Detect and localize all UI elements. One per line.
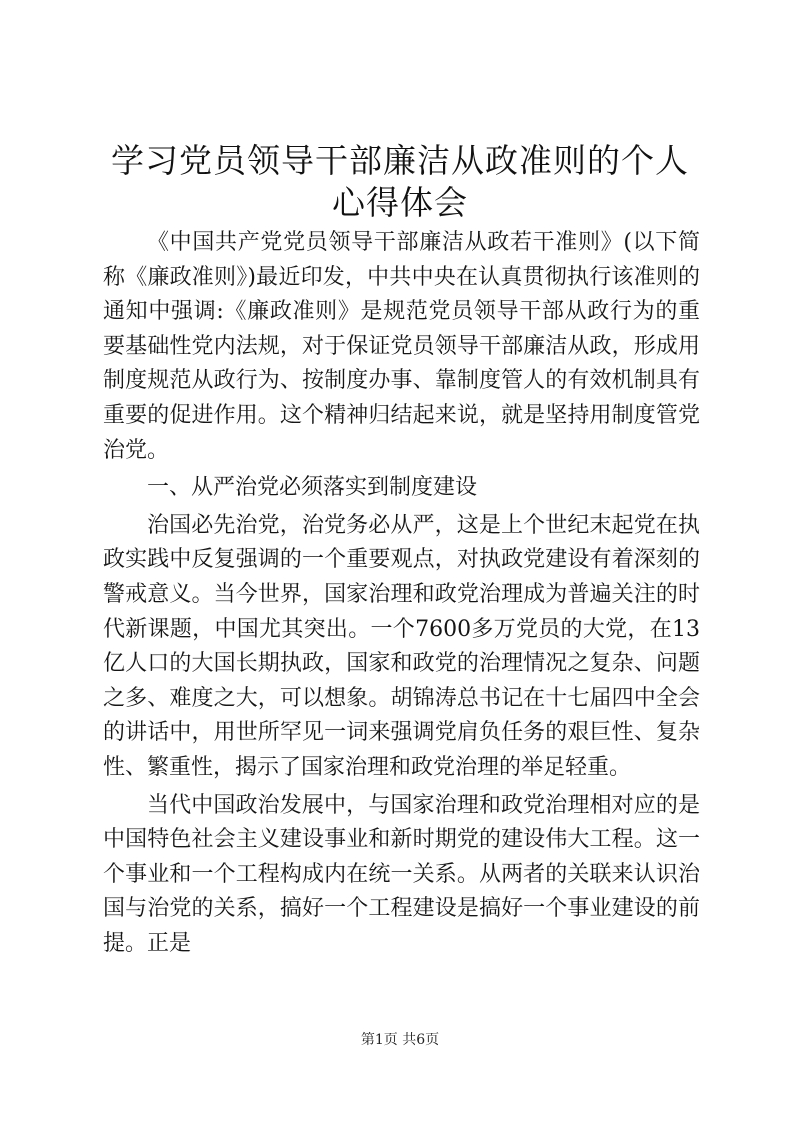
paragraph-governance: 治国必先治党，治党务必从严，这是上个世纪末起党在执政实践中反复强调的一个重要观点，对执政党建设有着深刻的警戒意义。当今世界，国家治理和政党治理成为普遍关注的时代新课题，中国尤其突出。一个7600多万党员的大党，在13亿人口的大国长期执政，国家和政党的治理情况之复杂、问题之多、难度之大，可以想象。胡锦涛总书记在十七届四中全会的讲话中，用世所罕见一词来强调党肩负任务的艰巨性、复杂性、繁重性，揭示了国家治理和政党治理的举足轻重。 (103, 512, 700, 780)
document-title: 学习党员领导干部廉洁从政准则的个人心得体会 (111, 141, 689, 222)
document-body (103, 226, 700, 961)
paragraph-intro: 《中国共产党党员领导干部廉洁从政若干准则》(以下简称《廉政准则》)最近印发，中共中央在认真贯彻执行该准则的通知中强调:《廉政准则》是规范党员领导干部从政行为的重要基础性党内法规，对于保证党员领导干部廉洁从政，形成用制度规范从政行为、按制度办事、靠制度管人的有效机制具有重要的促进作用。这个精神归结起来说，就是坚持用制度管党治党。 (103, 230, 700, 463)
section-heading: 一、从严治党必须落实到制度建设 (147, 475, 478, 501)
paragraph-development: 当代中国政治发展中，与国家治理和政党治理相对应的是中国特色社会主义建设事业和新时期党的建设伟大工程。这一个事业和一个工程构成内在统一关系。从两者的关联来认识治国与治党的关系，搞好一个工程建设是搞好一个事业建设的前提。正是 (103, 792, 700, 956)
page-number-footer: 第1页 共6页 (360, 1032, 440, 1048)
